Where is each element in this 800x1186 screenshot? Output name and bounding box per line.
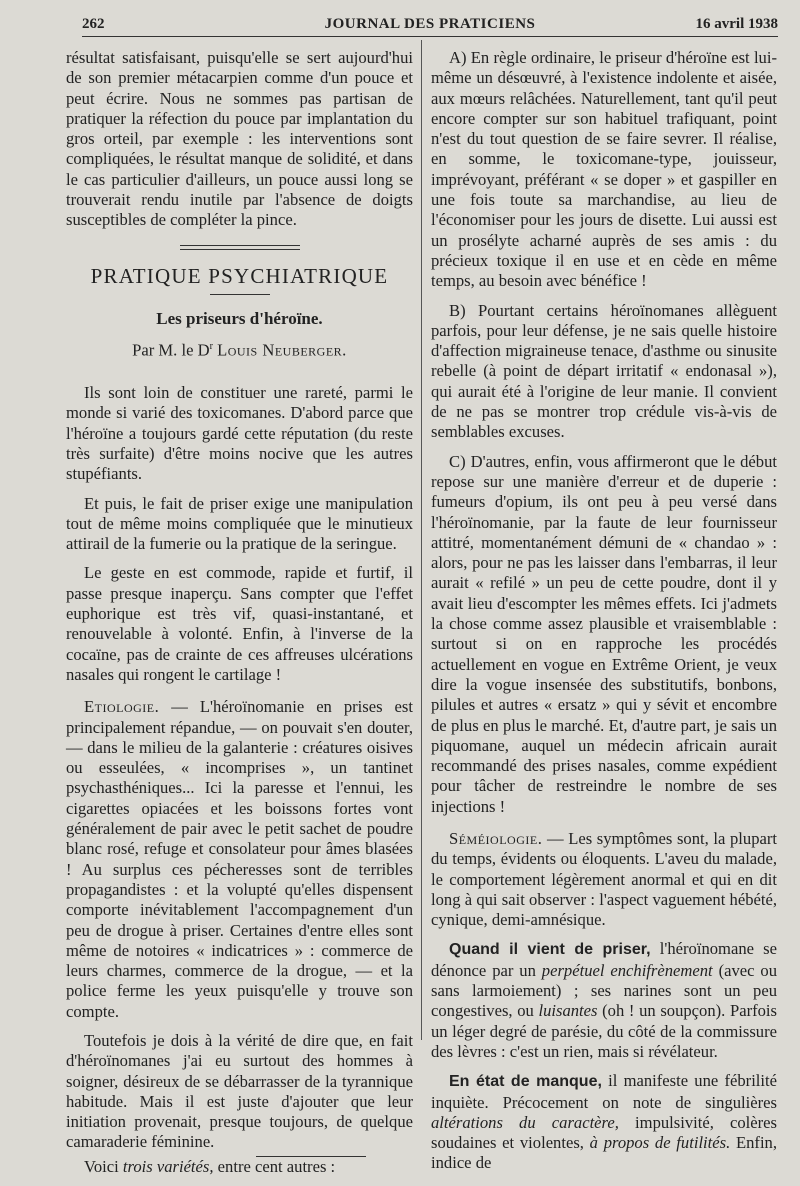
paragraph: Et puis, le fait de priser exige une manipulation tout de même moins compliquée que le minutieux attirail de la fumerie ou la pratique de la seringue.: [66, 493, 413, 554]
byline: [66, 337, 413, 361]
etiologie-label: Etiologie.: [84, 697, 160, 717]
bold-lead: Quand il vient de priser,: [449, 941, 651, 959]
paragraph: Ils sont loin de constituer une rareté, parmi le monde si varié des toxicomanes. D'abord parce que l'héroïne a toujours gardé cette réputation (du reste très surfaite) d'être moins nocive que les autres stupéfiants.: [66, 383, 413, 484]
intro-paragraph: résultat satisfaisant, puisqu'elle se sert aujourd'hui de son premier métacarpien comme d'un pouce et peut écrire. Nous ne sommes pas partisan de pratiquer la réfection du pouce par implantation du gros orteil, par exemple : les interventions sont compliquées, le résultat manque de solidité, et dans le cas particulier d'ailleurs, un pouce aussi long se trouverait rendu inutile par l'absence de doigts susceptibles de compléter la pince.: [66, 48, 413, 230]
bold-lead: En état de manque,: [449, 1073, 602, 1091]
page-number: 262: [82, 16, 105, 32]
quand-paragraph: [431, 939, 777, 1062]
text-span: (oh ! un soupçon). Parfois un léger degré de parésie, du côté de la commissure des lèvres : c'est un rien, mais si révélateur.: [431, 1001, 777, 1061]
italic-span: altérations du caractère,: [431, 1112, 619, 1132]
italic-span: luisantes: [538, 1001, 598, 1021]
semiologie-paragraph: [431, 829, 777, 930]
section-separator: [180, 245, 300, 250]
journal-title: JOURNAL DES PRATICIENS: [324, 16, 536, 32]
title-rule: [210, 294, 270, 295]
text-span: il manifeste une fébrilité inquiète. Précocement on note de singulières: [431, 1071, 778, 1112]
running-header: [82, 12, 778, 37]
right-column: [431, 48, 777, 1183]
byline-prefix: Par M. le D: [132, 340, 210, 360]
semiologie-text: — Les symptômes sont, la plupart du temps, évidents ou éloquents. L'aveu du malade, le comportement légèrement anormal et qui en dit long à qui sait observer : l'aspect vaguement hébété, cynique, demi-amnésique.: [431, 828, 777, 930]
author-name: Louis Neuberger.: [217, 340, 347, 360]
manque-paragraph: [431, 1071, 777, 1173]
byline-sup: r: [209, 341, 213, 353]
text-span: l'héroïnomane se dénonce par un: [431, 939, 777, 980]
column-divider: [421, 40, 422, 1040]
paragraph: Le geste en est commode, rapide et furtif, il passe presque inaperçu. Sans compter que l'effet euphorique est très vif, quasi-instantané, et renouvelable à volonté. Enfin, à l'inverse de la cocaïne, pas de crainte de ces affreuses ulcérations nasales qui rongent le cartilage !: [66, 563, 413, 684]
text-span: Voici: [84, 1156, 123, 1176]
left-column: [66, 48, 413, 1186]
text-span: entre cent autres :: [213, 1156, 336, 1176]
paragraph-a: A) En règle ordinaire, le priseur d'héroïne est lui-même un désœuvré, à l'existence indolente et aisée, aux mœurs relâchées. Naturellement, tant qu'il peut encore compter sur son habituel trafiquant, point n'est du tout question de se faire sevrer. Il réalise, en somme, le toxicomane-type, jouisseur, imprévoyant, préférant « se doper » et gaspiller en une fois toute sa marchandise, au lieu de l'économiser pour les jours de disette. Lui aussi est un prosélyte acharné auprès de ses amis : du précieux toxique il en use et en cède en même temps, au besoin avec bénéfice !: [431, 48, 777, 291]
etiologie-text: — L'héroïnomanie en prises est principalement répandue, — on pouvait s'en douter, — dans le milieu de la galanterie : créatures oisives ou esseulées, « incomprises », un tantinet psychasthéniques... Ici la paresse et l'ennui, les cigarettes opiacées et les boissons fortes vont généralement de pair avec le petit sachet de poudre blanc rosé, refuge et consolateur pour âmes blasées ! Au surplus ces pécheresses sont de terribles propagandistes : et la volupté qu'elles dispensent comporte inévitablement l'accompagnement d'un peu de drogue à priser. Certaines d'entre elles sont même de notoires « indicatrices » : commerce de leurs charmes, commerce de la drogue, — et la police ferme les yeux puisqu'elle y trouve son compte.: [66, 697, 413, 1021]
italic-span: perpétuel enchifrènement: [541, 960, 713, 980]
italic-span: à propos de futilités.: [589, 1133, 731, 1153]
section-title: PRATIQUE PSYCHIATRIQUE: [90, 263, 389, 288]
text-span: impulsivité, colères soudaines et violentes,: [431, 1112, 777, 1153]
semiologie-label: Séméiologie.: [449, 828, 543, 848]
italic-span: trois variétés,: [122, 1156, 214, 1176]
varieties-paragraph: [66, 1157, 413, 1177]
etiologie-paragraph: [66, 697, 413, 1022]
text-span: Enfin, indice de: [431, 1133, 777, 1173]
paragraph-b: B) Pourtant certains héroïnomanes allèguent parfois, pour leur défense, je ne sais quelle histoire d'affection migraineuse tenace, d'asthme ou sinusite rebelle (à point de départ irritatif « endonasal »), qui aurait été à l'origine de leur manie. Il convient de ne pas se montrer trop crédule vis-à-vis de semblables excuses.: [431, 300, 777, 442]
text-span: (avec ou sans larmoiement) ; ses narines sont un peu congestives, ou: [431, 960, 777, 1021]
issue-date: 16 avril 1938: [695, 16, 778, 32]
article-title: Les priseurs d'héroïne.: [156, 308, 323, 328]
paragraph: Toutefois je dois à la vérité de dire que, en fait d'héroïnomanes j'ai eu surtout des hommes à soigner, désireux de se débarrasser de la tyrannique habitude. Mais il est juste d'ajouter que leur initiation provenait, presque toujours, de quelque camaraderie féminine.: [66, 1031, 413, 1152]
paragraph-c: C) D'autres, enfin, vous affirmeront que le début repose sur une manière d'erreur et de duperie : fumeurs d'opium, ils ont peu à peu versé dans l'héroïnomanie, par la faute de leur fournisseur attitré, momentanément démuni de « chandao » : alors, pour ne pas les laisser dans l'embarras, il leur aurait « refilé » un peu de cette poudre, dont il y avait lieu d'escompter les mêmes effets. Ici j'admets la chose comme assez plausible et vraisemblable : surtout si on en rapproche les procédés actuellement en vogue en Extrême Orient, je veux dire la vogue insensée des substitutifs, bonbons, pilules et autres « ersatz » qui y sévit et encombre de plus en plus le marché. Et, d'autre part, je sais un piquomane, auquel un médecin africain aurait recommandé des prises nasales, comme expédient pour tâcher de restreindre le nombre de ses injections !: [431, 451, 777, 816]
